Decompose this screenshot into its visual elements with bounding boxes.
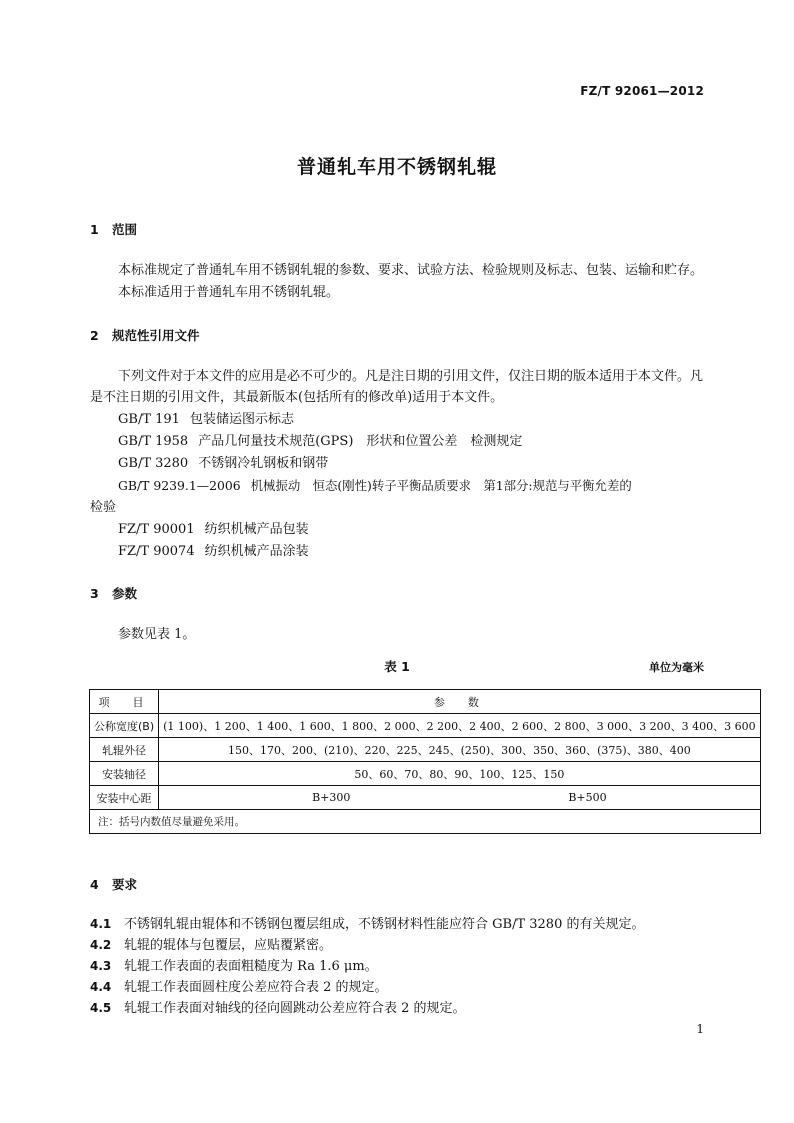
row-value: 150、170、200、(210)、220、225、245、(250)、300、350、360、(375)、380、400 (159, 738, 760, 762)
requirement-number: 4.1 (90, 917, 112, 931)
row-label: 轧辊外径 (90, 738, 159, 762)
row-value: 50、60、70、80、90、100、125、150 (159, 762, 760, 786)
section-2-heading (90, 326, 200, 344)
section-title: 规范性引用文件 (112, 328, 200, 343)
row-label: 安装中心距 (90, 786, 159, 810)
table-note-row (90, 810, 761, 834)
reference-item (118, 541, 319, 562)
paragraph: 本标准适用于普通轧车用不锈钢轧辊。 (118, 285, 340, 300)
reference-code: GB/T 191 (118, 412, 180, 427)
row-label: 公称宽度(B) (90, 714, 159, 738)
standard-code: FZ/T 92061—2012 (580, 84, 704, 98)
requirement-text: 轧辊工作表面圆柱度公差应符合表 2 的规定。 (124, 980, 388, 995)
requirement-number: 4.4 (90, 980, 112, 994)
requirement-number: 4.5 (90, 1001, 112, 1015)
requirement-text: 轧辊工作表面的表面粗糙度为 Ra 1.6 μm。 (124, 959, 378, 974)
table-caption: 表 1 (384, 659, 410, 674)
section-title: 参数 (112, 586, 138, 601)
reference-code: FZ/T 90001 (118, 522, 195, 537)
row-value: (1 100)、1 200、1 400、1 600、1 800、2 000、2 200、2 400、2 600、2 800、3 000、3 200、3 400、3 600 (159, 714, 760, 738)
reference-item (118, 409, 304, 430)
reference-code: GB/T 1958 (118, 434, 189, 449)
table-row (90, 762, 761, 786)
requirement-item (90, 977, 388, 998)
row-value (159, 786, 760, 810)
section-number: 4 (90, 877, 99, 892)
requirement-item (90, 956, 378, 977)
row-label: 安装轴径 (90, 762, 159, 786)
reference-title: 纺织机械产品包装 (204, 522, 309, 537)
requirement-item (90, 935, 332, 956)
table-row (90, 714, 761, 738)
document-title: 普通轧车用不锈钢轧辊 (296, 156, 497, 178)
reference-title: 包装储运图示标志 (189, 412, 294, 427)
section-1-heading (90, 220, 137, 238)
paragraph: 本标准规定了普通轧车用不锈钢轧辊的参数、要求、试验方法、检验规则及标志、包装、运输和贮存。 (118, 263, 704, 278)
reference-code: GB/T 9239.1—2006 (118, 478, 241, 493)
reference-title: 不锈钢冷轧钢板和钢带 (198, 456, 329, 471)
header-param: 参 数 (159, 690, 760, 714)
section-number: 3 (90, 586, 99, 601)
paragraph: 下列文件对于本文件的应用是必不可少的。凡是注日期的引用文件，仅注日期的版本适用于本文件。凡是不注日期的引用文件，其最新版本(包括所有的修改单)适用于本文件。 (90, 369, 704, 405)
reference-item (118, 519, 319, 540)
section-number: 2 (90, 328, 99, 343)
page-number: 1 (696, 1022, 704, 1036)
requirement-item (90, 914, 644, 935)
header-item: 项 目 (90, 690, 159, 714)
requirement-number: 4.3 (90, 959, 112, 973)
reference-title: 纺织机械产品涂装 (204, 544, 309, 559)
requirement-text: 轧辊的辊体与包覆层，应贴覆紧密。 (124, 938, 333, 953)
reference-item (118, 475, 642, 496)
requirement-number: 4.2 (90, 938, 112, 952)
reference-item (118, 431, 532, 452)
requirement-text: 不锈钢轧辊由辊体和不锈钢包覆层组成，不锈钢材料性能应符合 GB/T 3280 的有关规定。 (124, 917, 645, 932)
reference-code: GB/T 3280 (118, 456, 189, 471)
reference-continuation: 检验 (90, 500, 117, 515)
section-4-heading (90, 875, 137, 893)
section-number: 1 (90, 222, 99, 237)
reference-item (118, 453, 338, 474)
paragraph: 参数见表 1。 (118, 627, 196, 642)
requirement-item (90, 998, 466, 1019)
center-distance-a: B+300 (312, 791, 351, 804)
reference-title: 产品几何量技术规范(GPS) 形状和位置公差 检测规定 (198, 434, 523, 449)
reference-title: 机械振动 恒态(刚性)转子平衡品质要求 第1部分:规范与平衡允差的 (250, 478, 632, 493)
table-row (90, 738, 761, 762)
center-distance-b: B+500 (568, 791, 607, 804)
requirement-text: 轧辊工作表面对轴线的径向圆跳动公差应符合表 2 的规定。 (124, 1001, 466, 1016)
section-title: 要求 (112, 877, 138, 892)
section-3-heading (90, 584, 137, 602)
table-unit: 单位为毫米 (649, 661, 704, 674)
parameter-table (89, 689, 761, 834)
table-row (90, 786, 761, 810)
reference-code: FZ/T 90074 (118, 544, 195, 559)
section-title: 范围 (112, 222, 138, 237)
table-header-row (90, 690, 761, 714)
table-note: 注：括号内数值尽量避免采用。 (90, 810, 761, 834)
